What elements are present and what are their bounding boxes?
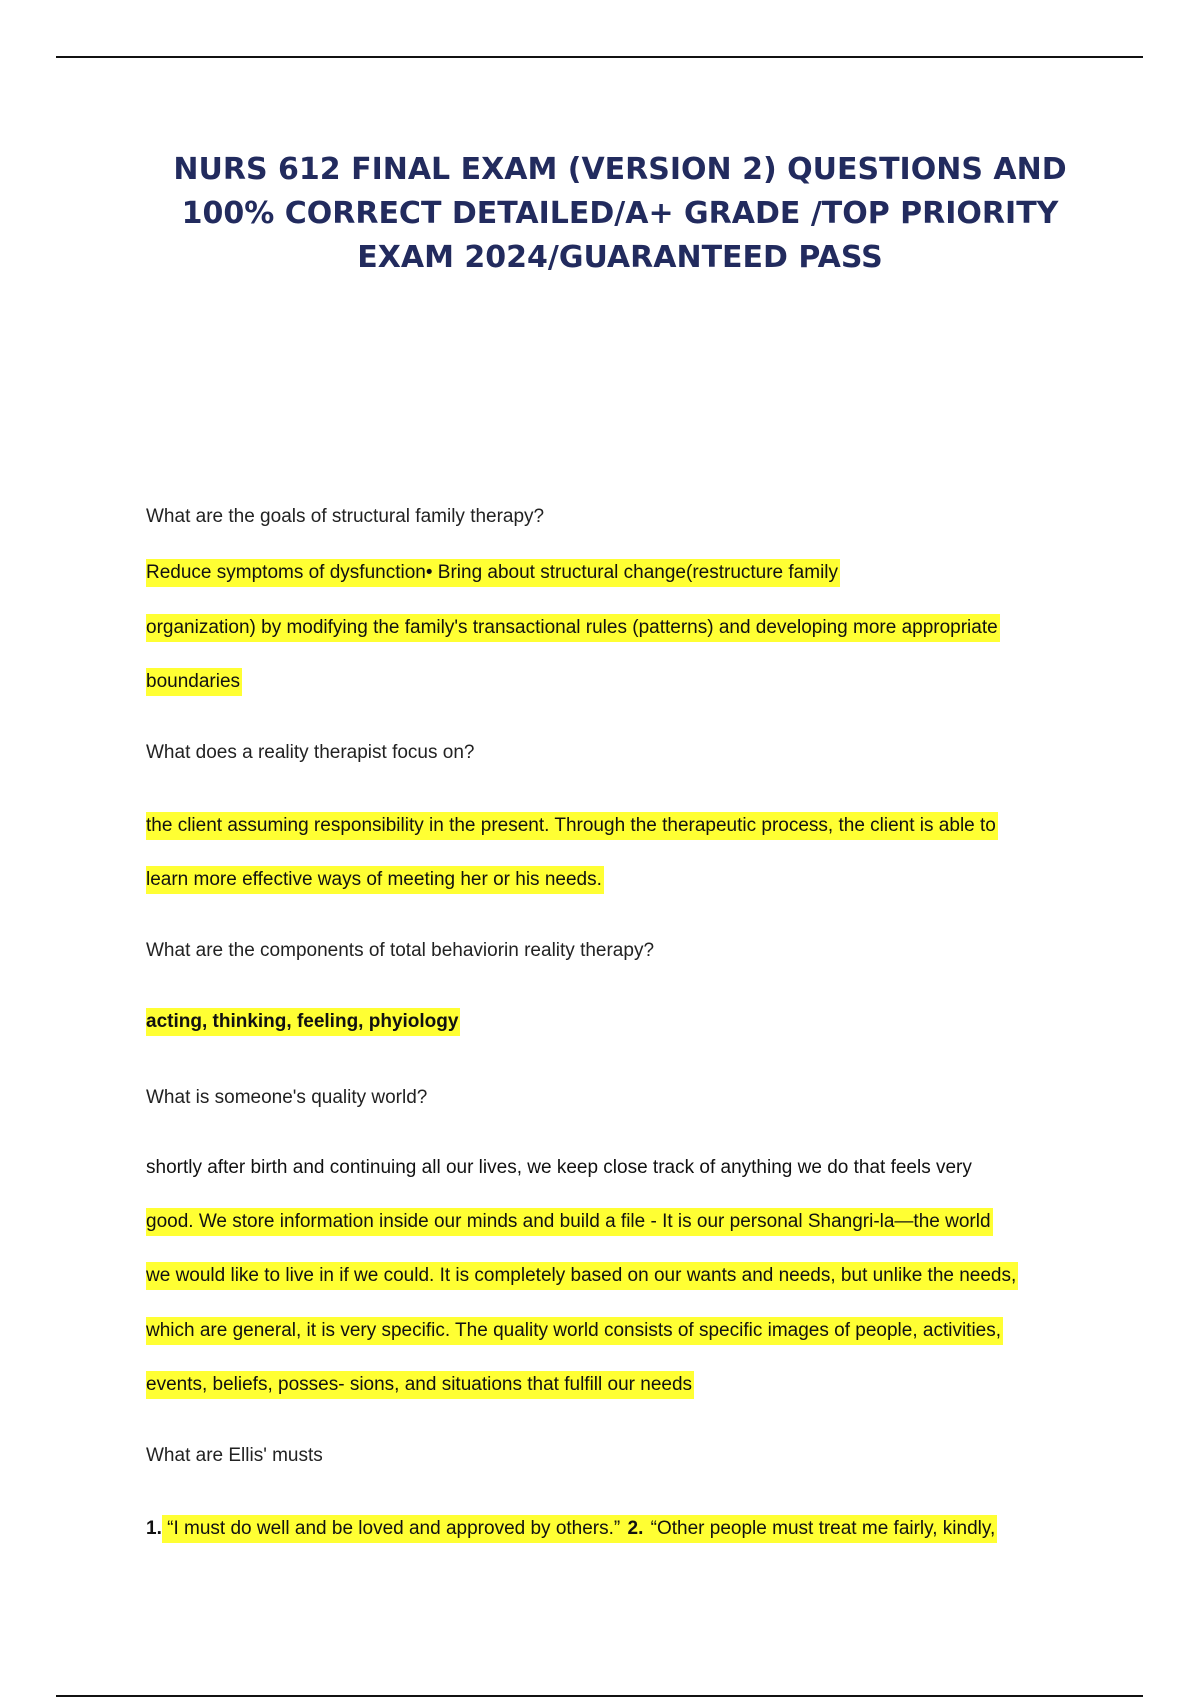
highlighted-answer-text: “I must do well and be loved and approved by others.”: [162, 1515, 628, 1543]
highlighted-answer-text: boundaries: [146, 668, 242, 696]
question-structural-family-therapy: What are the goals of structural family therapy?: [146, 506, 545, 527]
highlighted-answer-text: events, beliefs, posses- sions, and situations that fulfill our needs: [146, 1371, 694, 1399]
answer-line: [146, 562, 840, 584]
answer-line: [146, 671, 242, 693]
answer-line: [146, 815, 998, 837]
top-rule: [56, 56, 1143, 58]
list-number: 2.: [628, 1515, 646, 1543]
highlighted-answer-text: Reduce symptoms of dysfunction• Bring about structural change(restructure family: [146, 559, 840, 587]
answer-line: [146, 1374, 694, 1396]
answer-line: [146, 617, 1000, 639]
document-title: [160, 148, 1080, 280]
highlighted-answer-text: learn more effective ways of meeting her or his needs.: [146, 866, 604, 894]
title-line-3: EXAM 2024/GUARANTEED PASS: [357, 240, 883, 275]
highlighted-answer-text: organization) by modifying the family's transactional rules (patterns) and developing more appropriate: [146, 614, 1000, 642]
question-ellis-musts: What are Ellis' musts: [146, 1445, 323, 1466]
title-line-2: 100% CORRECT DETAILED/A+ GRADE /TOP PRIORITY: [181, 196, 1059, 231]
highlighted-answer-text: the client assuming responsibility in the present. Through the therapeutic process, the client is able to: [146, 812, 998, 840]
highlighted-answer-text: acting, thinking, feeling, phyiology: [146, 1008, 460, 1036]
highlighted-answer-text: good. We store information inside our minds and build a file - It is our personal Shangri-la—the world: [146, 1208, 993, 1236]
answer-line: [146, 1320, 1003, 1342]
question-reality-therapist-focus: What does a reality therapist focus on?: [146, 742, 475, 763]
answer-line: [146, 1211, 993, 1233]
highlighted-answer-text: which are general, it is very specific. The quality world consists of specific images of people, activities,: [146, 1317, 1003, 1345]
question-total-behavior-components: What are the components of total behaviorin reality therapy?: [146, 940, 655, 961]
list-number: 1.: [146, 1518, 162, 1539]
answer-line: [146, 1265, 1018, 1287]
question-quality-world: What is someone's quality world?: [146, 1087, 428, 1108]
title-line-1: NURS 612 FINAL EXAM (VERSION 2) QUESTIONS AND: [173, 152, 1067, 187]
bottom-rule: [56, 1695, 1143, 1697]
answer-intro-line: shortly after birth and continuing all our lives, we keep close track of anything we do that feels very: [146, 1157, 972, 1178]
answer-line: [146, 1011, 460, 1033]
highlighted-answer-text: “Other people must treat me fairly, kindly,: [645, 1515, 997, 1543]
answer-line: [146, 1518, 997, 1540]
highlighted-answer-text: we would like to live in if we could. It is completely based on our wants and needs, but unlike the needs,: [146, 1262, 1018, 1290]
answer-line: [146, 869, 604, 891]
